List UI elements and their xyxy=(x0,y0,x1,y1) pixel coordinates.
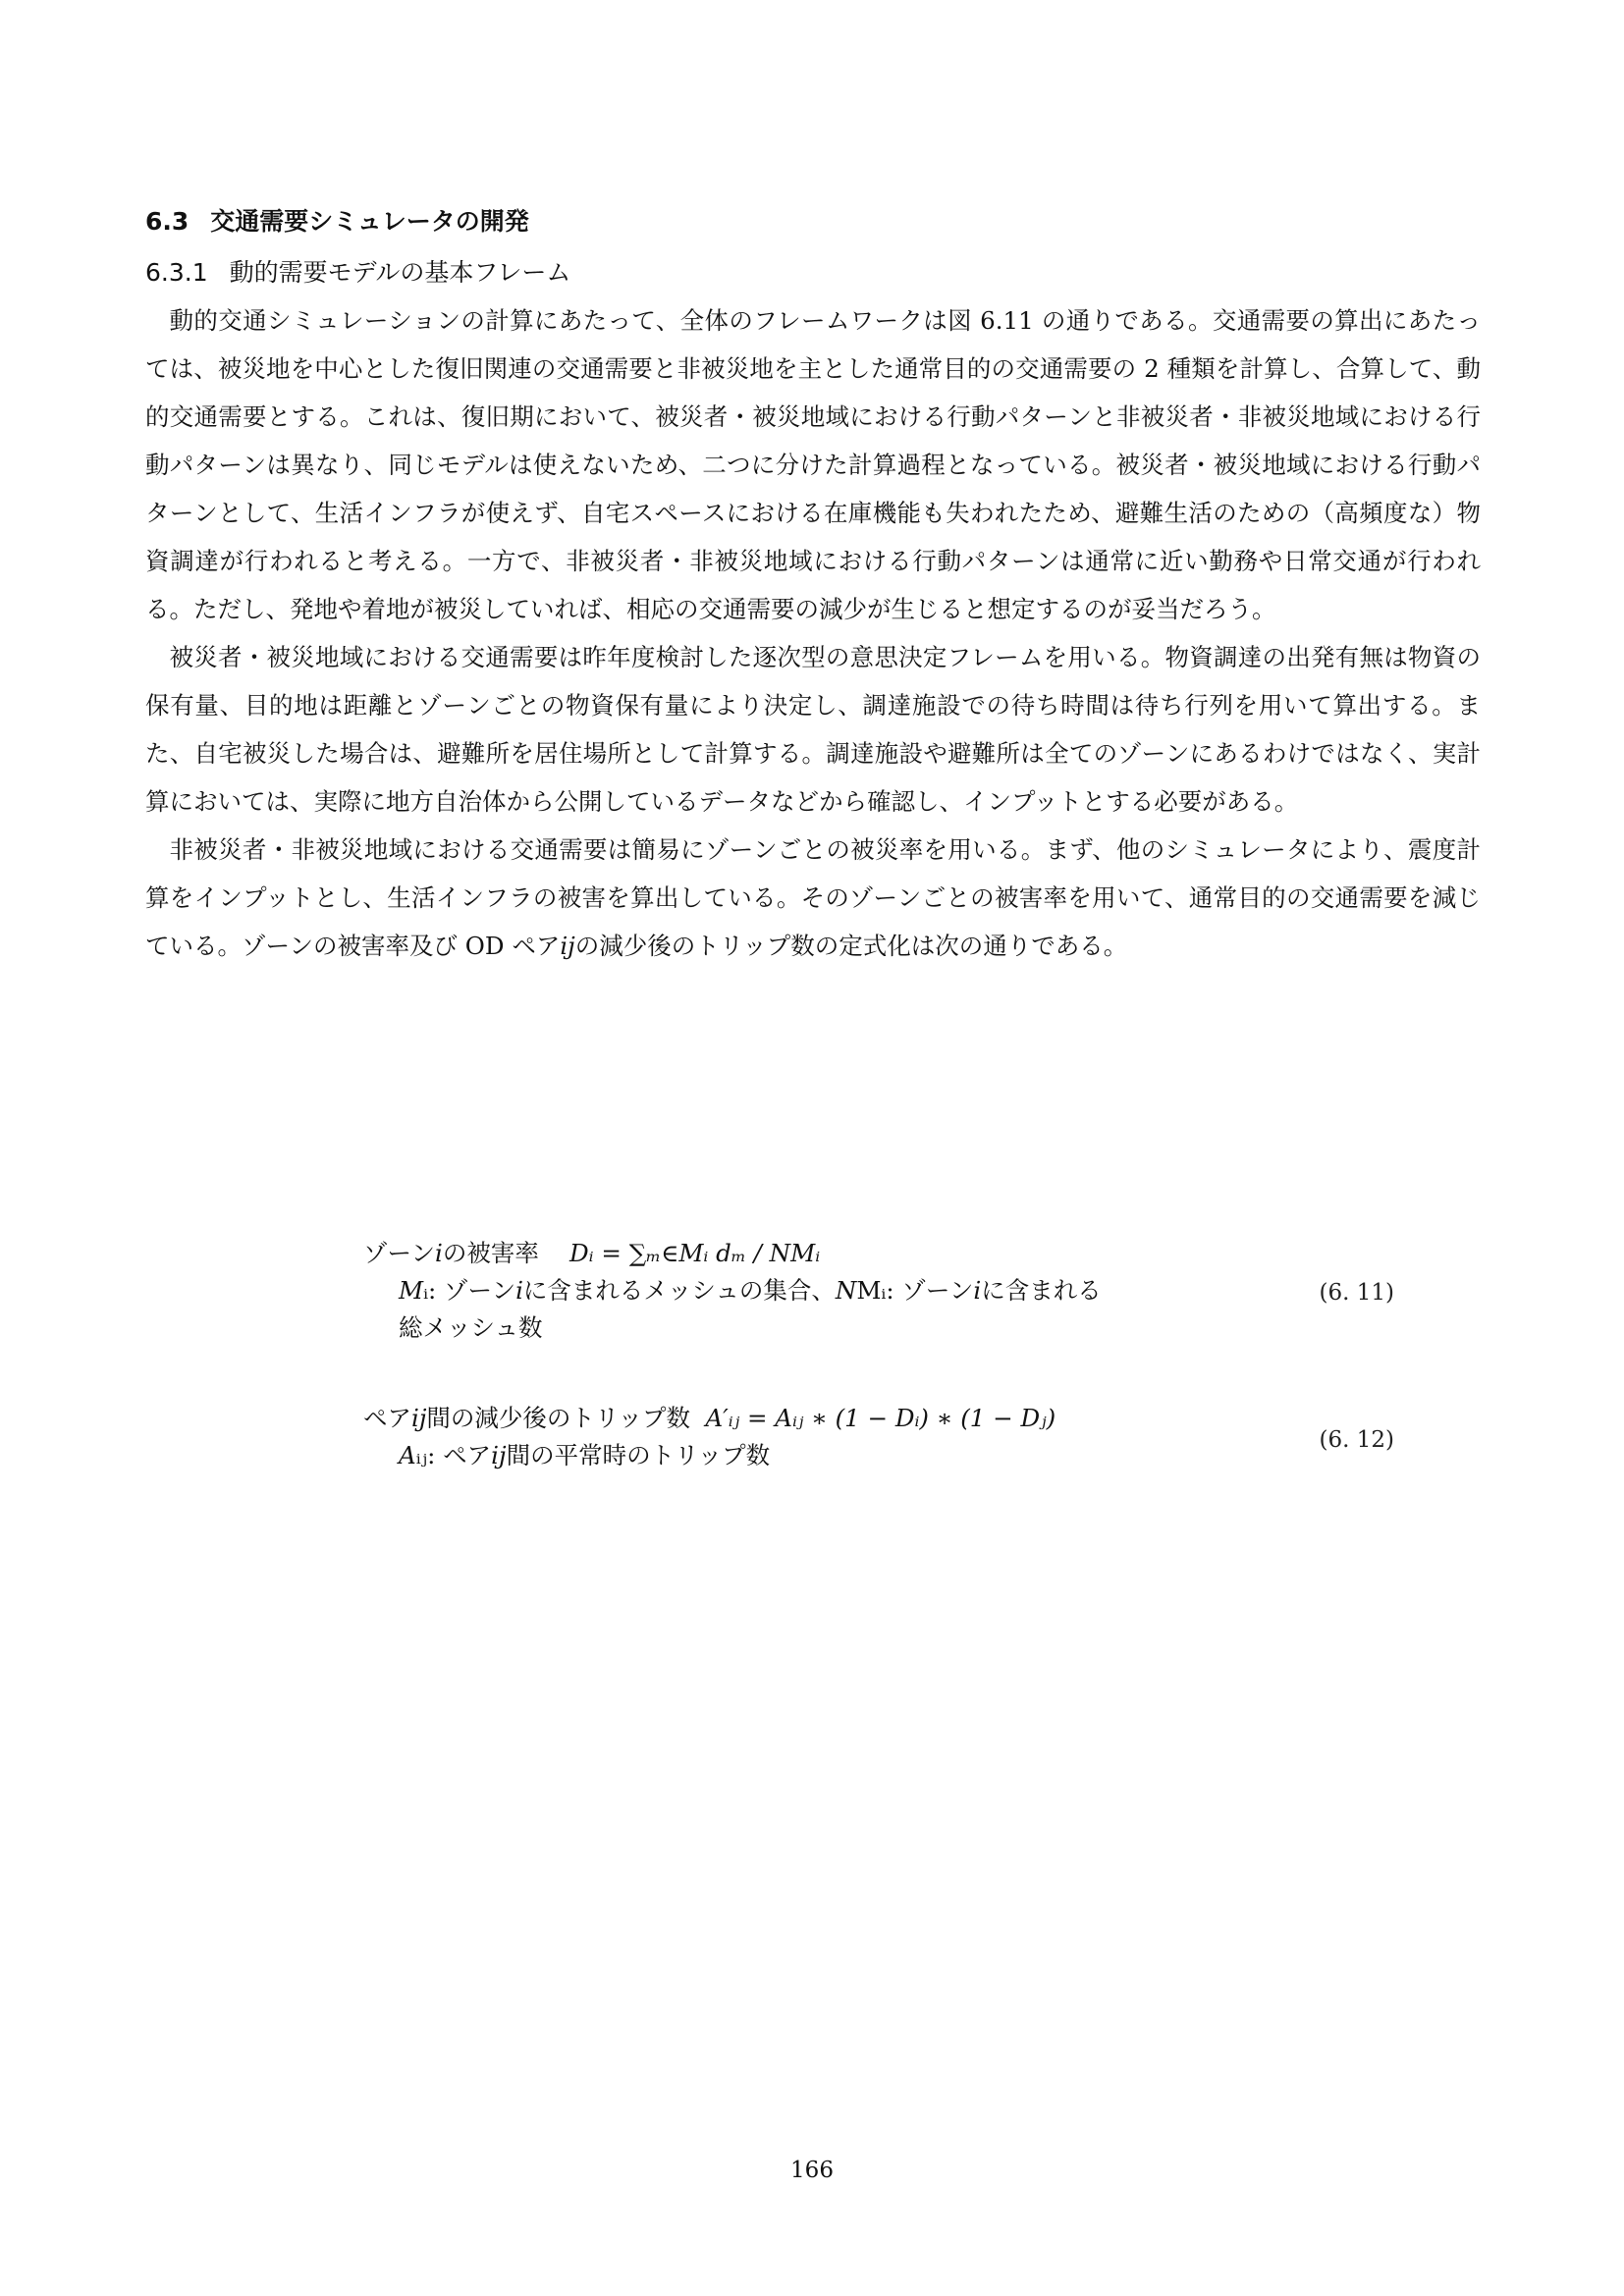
subsection-number: 6.3.1 xyxy=(145,258,208,287)
section-number: 6.3 xyxy=(145,207,189,236)
paragraph-3: 非被災者・非被災地域における交通需要は簡易にゾーンごとの被災率を用いる。まず、他のシミュレータにより、震度計算をインプットとし、生活インフラの被害を算出している。そのゾーンごとの被害率を用いて、通常目的の交通需要を減じている。ゾーンの被害率及び OD ペア𝑖𝑗の減少後のトリップ数の定式化は次の通りである。 xyxy=(145,835,1481,960)
paragraph-2: 被災者・被災地域における交通需要は昨年度検討した逐次型の意思決定フレームを用いる。物資調達の出発有無は物資の保有量、目的地は距離とゾーンごとの物資保有量により決定し、調達施設での待ち時間は待ち行列を用いて算出する。また、自宅被災した場合は、避難所を居住場所として計算する。調達施設や避難所は全てのゾーンにあるわけではなく、実計算においては、実際に地方自治体から公開しているデータなどから確認し、インプットとする必要がある。 xyxy=(145,643,1481,816)
equation-formula: 𝐴′ᵢⱼ = 𝐴ᵢⱼ ∗ (1 − 𝐷ᵢ) ∗ (1 − 𝐷ⱼ) xyxy=(705,1404,1056,1432)
equation-definition-cont: 総メッシュ数 xyxy=(399,1313,543,1342)
section-title-text: 交通需要シミュレータの開発 xyxy=(210,207,529,236)
equation-main-line xyxy=(363,1235,1394,1272)
paragraph-1: 動的交通シミュレーションの計算にあたって、全体のフレームワークは図 6.11 の通りである。交通需要の算出にあたっては、被災地を中心とした復旧関連の交通需要と非被災地を主とした通常目的の交通需要の 2 種類を計算し、合算して、動的交通需要とする。これは、復旧期において、被災者・被災地域における行動パターンと非被災者・非被災地域における行動パターンは異なり、同じモデルは使えないため、二つに分けた計算過程となっている。被災者・被災地域における行動パターンとして、生活インフラが使えず、自宅スペースにおける在庫機能も失われたため、避難生活のための（高頻度な）物資調達が行われると考える。一方で、非被災者・非被災地域における行動パターンは通常に近い勤務や日常交通が行われる。ただし、発地や着地が被災していれば、相応の交通需要の減少が生じると想定するのが妥当だろう。 xyxy=(145,306,1481,623)
equation-formula: 𝐷ᵢ = ∑ₘ∈Mᵢ 𝑑ₘ / 𝑁Mᵢ xyxy=(569,1239,821,1267)
equation-definition: 𝐴ᵢⱼ: ペア𝑖𝑗間の平常時のトリップ数 xyxy=(399,1441,771,1469)
page-number: 166 xyxy=(790,2158,834,2183)
section-heading xyxy=(145,202,529,238)
equation-6-12 xyxy=(363,1400,1394,1474)
body-text xyxy=(145,296,1481,970)
subsection-heading xyxy=(145,253,570,289)
subsection-title-text: 動的需要モデルの基本フレーム xyxy=(229,258,571,287)
equation-number: (6. 12) xyxy=(1319,1427,1394,1453)
equation-main-line xyxy=(363,1400,1394,1437)
equation-number: (6. 11) xyxy=(1319,1280,1394,1306)
equation-definition: 𝑀ᵢ: ゾーン𝑖に含まれるメッシュの集合、𝑁Mᵢ: ゾーン𝑖に含まれる xyxy=(399,1276,1102,1305)
equation-label: ペア𝑖𝑗間の減少後のトリップ数 xyxy=(363,1404,690,1432)
equation-6-11 xyxy=(363,1235,1394,1347)
equation-label: ゾーン𝑖の被害率 xyxy=(363,1239,539,1267)
